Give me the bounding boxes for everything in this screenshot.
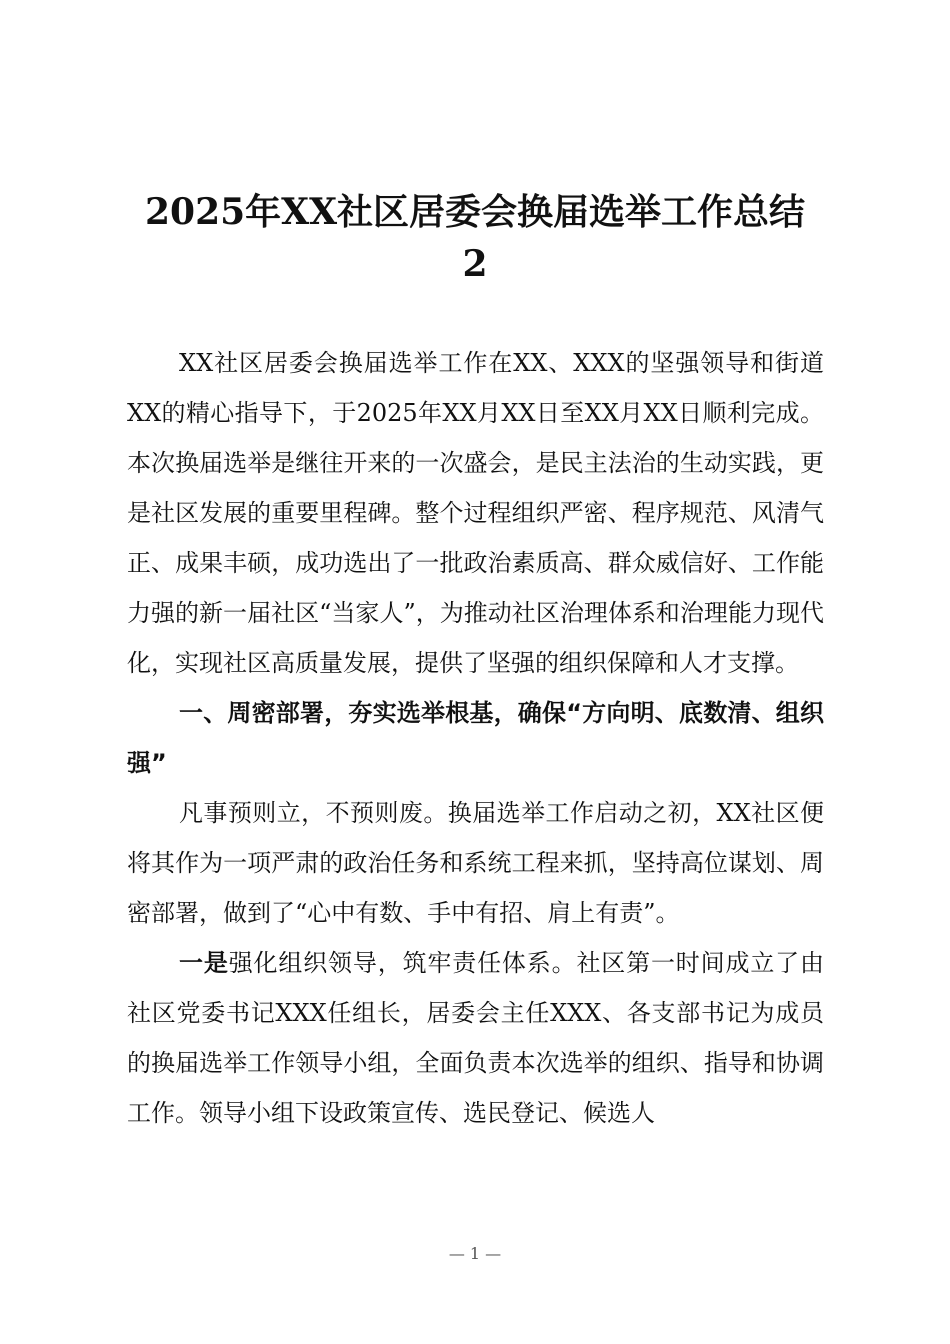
- point-text: 强化组织领导，筑牢责任体系。社区第一时间成立了由社区党委书记XXX任组长，居委会主任XXX、各支部书记为成员的换届选举工作领导小组，全面负责本次选举的组织、指导和协调工作。领导小组下设政策宣传、选民登记、候选人: [127, 949, 825, 1127]
- paragraph-intro: XX社区居委会换届选举工作在XX、XXX的坚强领导和街道XX的精心指导下，于2025年XX月XX日至XX月XX日顺利完成。本次换届选举是继往开来的一次盛会，是民主法治的生动实践，更是社区发展的重要里程碑。整个过程组织严密、程序规范、风清气正、成果丰硕，成功选出了一批政治素质高、群众威信好、工作能力强的新一届社区“当家人”，为推动社区治理体系和治理能力现代化，实现社区高质量发展，提供了坚强的组织保障和人才支撑。: [127, 349, 824, 677]
- document-title: [120, 186, 830, 290]
- title-line-2: 2: [462, 243, 488, 285]
- point-lead: 一是: [179, 949, 229, 977]
- paragraph-section-1: 凡事预则立，不预则废。换届选举工作启动之初，XX社区便将其作为一项严肃的政治任务和系统工程来抓，坚持高位谋划、周密部署，做到了“心中有数、手中有招、肩上有责”。: [127, 799, 824, 927]
- paragraph-point-1: [127, 938, 824, 1138]
- page-number: — 1 —: [448, 1244, 502, 1263]
- document-body: [127, 338, 824, 1138]
- section-heading-1: 一、周密部署，夯实选举根基，确保“方向明、底数清、组织强”: [127, 699, 824, 777]
- title-line-1: 2025年XX社区居委会换届选举工作总结: [144, 191, 806, 233]
